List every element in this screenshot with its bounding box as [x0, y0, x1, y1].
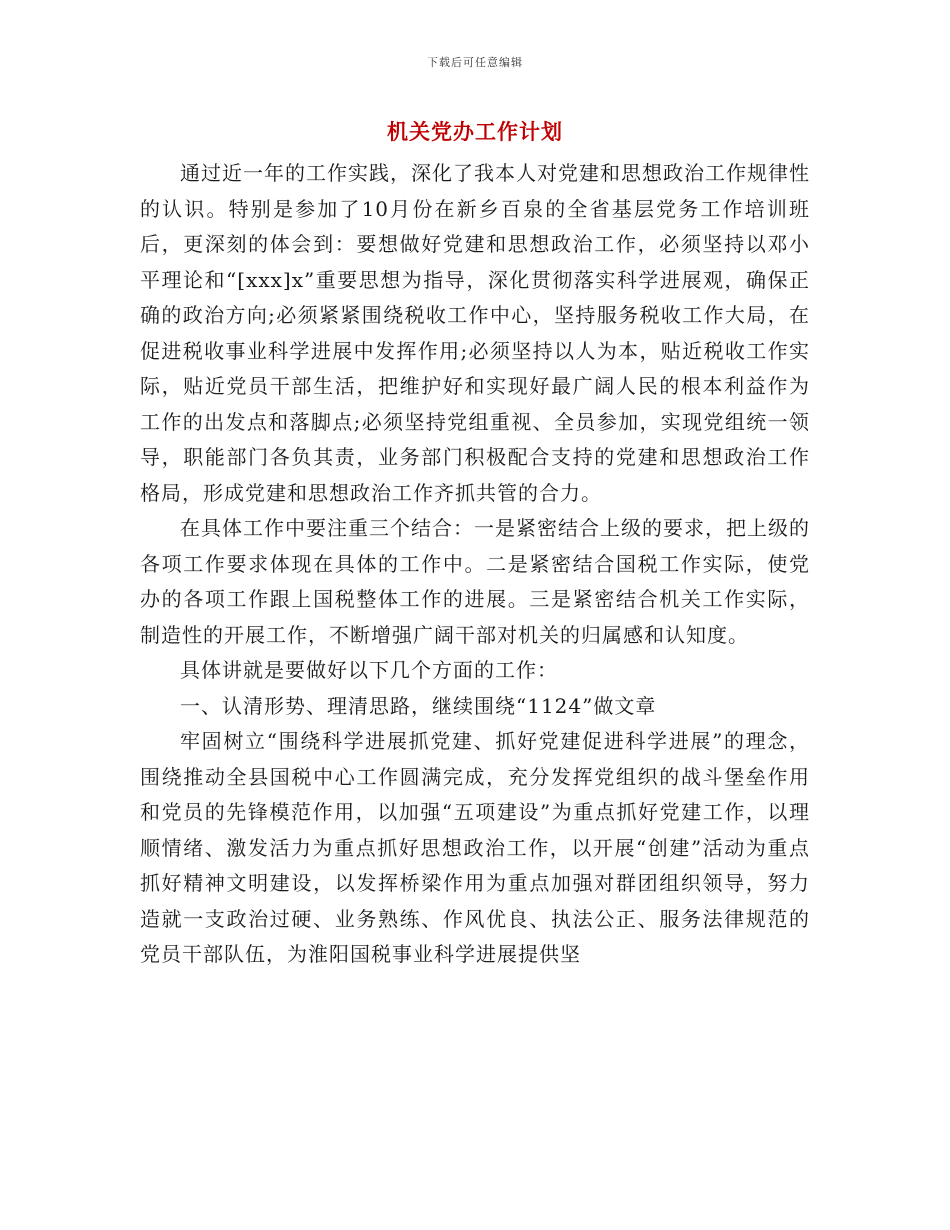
paragraph-intro: 通过近一年的工作实践，深化了我本人对党建和思想政治工作规律性的认识。特别是参加了10月份在新乡百泉的全省基层党务工作培训班后，更深刻的体会到：要想做好党建和思想政治工作，必须坚持以邓小平理论和“[xxx]x”重要思想为指导，深化贯彻落实科学进展观，确保正确的政治方向;必须紧紧围绕税收工作中心，坚持服务税收工作大局，在促进税收事业科学进展中发挥作用;必须坚持以人为本，贴近税收工作实际，贴近党员干部生活，把维护好和实现好最广阔人民的根本利益作为工作的出发点和落脚点;必须坚持党组重视、全员参加，实现党组统一领导，职能部门各负其责，业务部门积极配合支持的党建和思想政治工作格局，形成党建和思想政治工作齐抓共管的合力。: [140, 161, 810, 505]
paragraph-concept: 牢固树立“围绕科学进展抓党建、抓好党建促进科学进展”的理念，围绕推动全县国税中心工作圆满完成，充分发挥党组织的战斗堡垒作用和党员的先锋模范作用，以加强“五项建设”为重点抓好党建工作，以理顺情绪、激发活力为重点抓好思想政治工作，以开展“创建”活动为重点抓好精神文明建设，以发挥桥梁作用为重点加强对群团组织领导，努力造就一支政治过硬、业务熟练、作风优良、执法公正、服务法律规范的党员干部队伍，为淮阳国税事业科学进展提供坚: [140, 729, 810, 966]
document-title: 机关党办工作计划: [387, 120, 563, 144]
document-body: [140, 156, 810, 973]
page-header-note: 下载后可任意编辑: [427, 56, 523, 69]
paragraph-work-aspects: 具体讲就是要做好以下几个方面的工作：: [180, 658, 558, 682]
paragraph-three-combinations: 在具体工作中要注重三个结合：一是紧密结合上级的要求，把上级的各项工作要求体现在具体的工作中。二是紧密结合国税工作实际，使党办的各项工作跟上国税整体工作的进展。三是紧密结合机关工作实际，制造性的开展工作，不断增强广阔干部对机关的归属感和认知度。: [140, 516, 810, 647]
section-heading-one: 一、认清形势、理清思路，继续围绕“1124”做文章: [180, 693, 657, 718]
